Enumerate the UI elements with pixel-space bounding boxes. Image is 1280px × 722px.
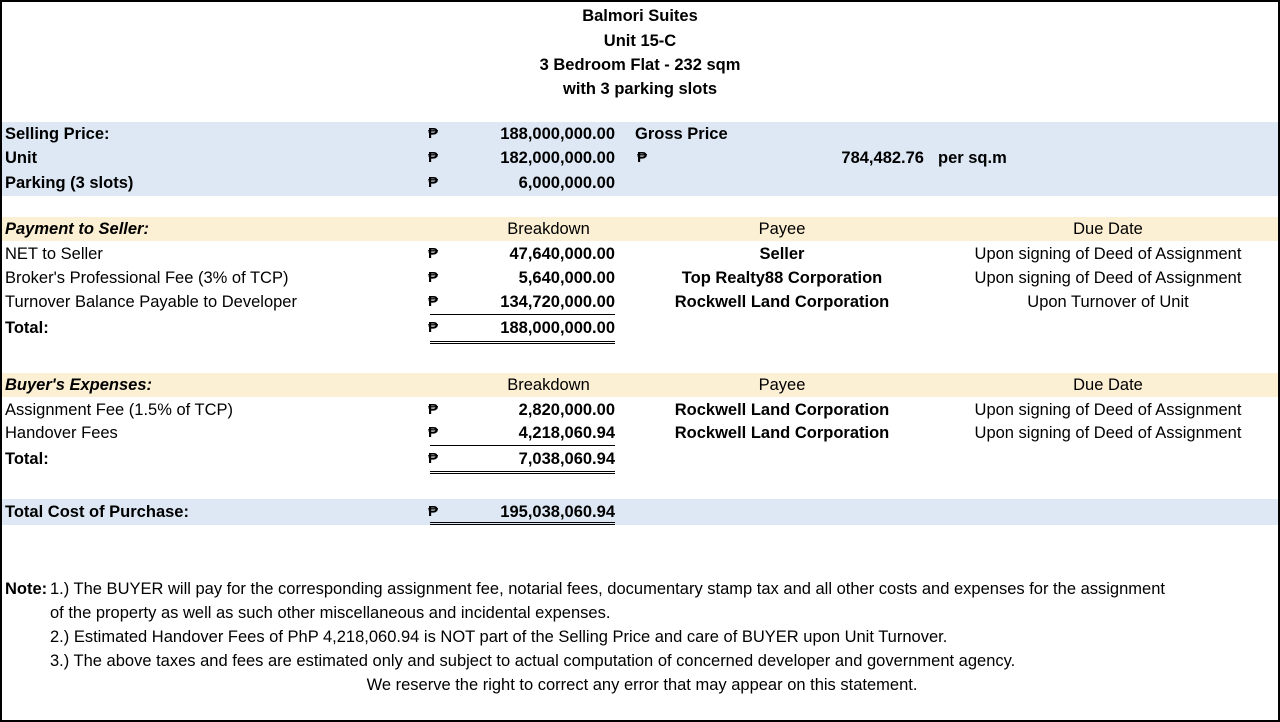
peso-icon: ₱: [428, 424, 439, 441]
row-amount: 47,640,000.00: [509, 245, 615, 263]
row-amount: 5,640,000.00: [518, 269, 615, 287]
disclaimer: We reserve the right to correct any error that may appear on this statement.: [366, 676, 918, 694]
buyer-col-due: Due Date: [1073, 376, 1143, 394]
row-payee: Seller: [759, 245, 805, 263]
notes-label: Note:: [5, 580, 48, 598]
row-payee: Rockwell Land Corporation: [674, 424, 890, 442]
row-amount: 4,218,060.94: [518, 424, 615, 442]
note-1-continued: of the property as well as such other miscellaneous and incidental expenses.: [50, 604, 611, 622]
peso-icon: ₱: [428, 450, 439, 467]
row-amount: 2,820,000.00: [518, 401, 615, 419]
seller-col-breakdown: Breakdown: [507, 220, 590, 238]
buyer-total-value: 7,038,060.94: [518, 450, 615, 468]
row-due-date: Upon Turnover of Unit: [1027, 293, 1189, 311]
per-sqm-label: per sq.m: [938, 149, 1007, 167]
peso-icon: ₱: [428, 401, 439, 418]
note-2: 2.) Estimated Handover Fees of PhP 4,218,060.94 is NOT part of the Selling Price and care of BUYER upon Unit Turnover.: [50, 628, 948, 646]
seller-col-due: Due Date: [1073, 220, 1143, 238]
seller-total-label: Total:: [5, 319, 49, 337]
total-cost-band: [2, 499, 1278, 525]
note-1: 1.) The BUYER will pay for the corresponding assignment fee, notarial fees, documentary stamp tax and all other costs and expenses for the assignment: [50, 580, 1165, 598]
seller-col-payee: Payee: [758, 220, 806, 238]
unit-number: Unit 15-C: [603, 32, 677, 50]
subtotal-underline: [430, 314, 615, 315]
total-cost-value: 195,038,060.94: [500, 503, 615, 521]
row-payee: Rockwell Land Corporation: [674, 401, 890, 419]
gross-price-label: Gross Price: [635, 125, 728, 143]
peso-icon: ₱: [428, 319, 439, 336]
row-due-date: Upon signing of Deed of Assignment: [974, 401, 1242, 419]
peso-icon: ₱: [428, 125, 439, 142]
total-double-underline: [430, 341, 615, 344]
row-payee: Top Realty88 Corporation: [681, 269, 883, 287]
total-cost-label: Total Cost of Purchase:: [5, 503, 189, 521]
peso-icon: ₱: [428, 245, 439, 262]
row-label: Broker's Professional Fee (3% of TCP): [5, 269, 289, 287]
subtotal-underline: [430, 445, 615, 446]
peso-icon: ₱: [428, 293, 439, 310]
row-due-date: Upon signing of Deed of Assignment: [974, 424, 1242, 442]
unit-price-value: 182,000,000.00: [500, 149, 615, 167]
total-double-underline: [430, 471, 615, 474]
peso-icon: ₱: [637, 149, 648, 166]
selling-price-value: 188,000,000.00: [500, 125, 615, 143]
total-double-underline: [430, 522, 615, 525]
parking-description: with 3 parking slots: [562, 80, 718, 98]
peso-icon: ₱: [428, 503, 439, 520]
seller-section-title: Payment to Seller:: [5, 220, 149, 238]
parking-label: Parking (3 slots): [5, 174, 134, 192]
note-3: 3.) The above taxes and fees are estimated only and subject to actual computation of concerned developer and government agency.: [50, 652, 1016, 670]
price-per-sqm-value: 784,482.76: [841, 149, 924, 167]
row-label: Assignment Fee (1.5% of TCP): [5, 401, 234, 419]
unit-label: Unit: [5, 149, 38, 167]
row-label: NET to Seller: [5, 245, 103, 263]
peso-icon: ₱: [428, 149, 439, 166]
unit-description: 3 Bedroom Flat - 232 sqm: [539, 56, 741, 74]
buyer-col-payee: Payee: [758, 376, 806, 394]
row-due-date: Upon signing of Deed of Assignment: [974, 269, 1242, 287]
row-label: Handover Fees: [5, 424, 118, 442]
selling-price-label: Selling Price:: [5, 125, 110, 143]
peso-icon: ₱: [428, 174, 439, 191]
row-amount: 134,720,000.00: [500, 293, 615, 311]
buyer-total-label: Total:: [5, 450, 49, 468]
parking-price-value: 6,000,000.00: [518, 174, 615, 192]
row-due-date: Upon signing of Deed of Assignment: [974, 245, 1242, 263]
row-label: Turnover Balance Payable to Developer: [5, 293, 297, 311]
buyer-section-title: Buyer's Expenses:: [5, 376, 152, 394]
buyer-col-breakdown: Breakdown: [507, 376, 590, 394]
property-name: Balmori Suites: [582, 7, 698, 25]
row-payee: Rockwell Land Corporation: [674, 293, 890, 311]
peso-icon: ₱: [428, 269, 439, 286]
seller-total-value: 188,000,000.00: [500, 319, 615, 337]
